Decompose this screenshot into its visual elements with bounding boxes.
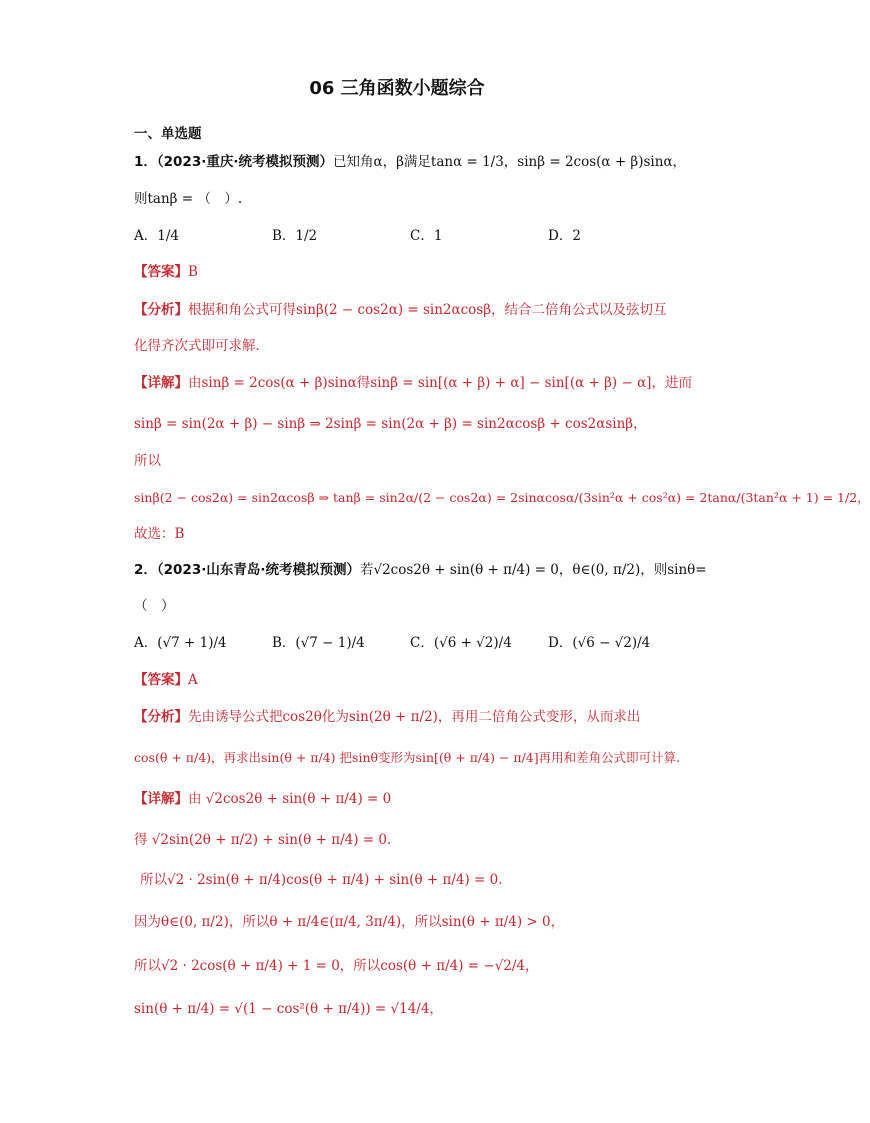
q2-detail-line4: 因为θ∈(0, π/2)，所以θ + π/4∈(π/4, 3π/4)，所以sin(θ + π/4) > 0， (134, 914, 565, 930)
q2-detail-line5: 所以√2 · 2cos(θ + π/4) + 1 = 0，所以cos(θ + π/4) = −√2/4， (134, 958, 539, 974)
q2-analysis (134, 711, 640, 725)
q1-answer-value: B (188, 264, 198, 280)
q2-analysis-text: 先由诱导公式把cos2θ化为sin(2θ + π/2)，再用二倍角公式变形，从而求出 (188, 709, 641, 725)
q1-detail (134, 377, 692, 391)
q2-detail-line6: sin(θ + π/4) = √(1 − cos²(θ + π/4)) = √14/4， (134, 1001, 443, 1017)
q1-stem (134, 156, 686, 170)
q1-conclusion: 故选：B (134, 526, 185, 542)
q2-stem-line2: （ ） (134, 598, 175, 614)
q1-analysis-label: 【分析】 (134, 302, 188, 318)
q2-option-a: A．(√7 + 1)/4 (134, 635, 227, 651)
q1-detail-line2: sinβ = sin(2α + β) − sinβ ⇒ 2sinβ = sin(2α + β) = sin2αcosβ + cos2αsinβ， (134, 416, 647, 432)
q2-analysis-label: 【分析】 (134, 709, 188, 725)
q1-option-a: A．1/4 (134, 228, 179, 244)
q2-detail (134, 793, 391, 807)
q1-stem-text: 已知角α，β满足tanα = 1/3，sinβ = 2cos(α + β)sinα， (332, 154, 687, 170)
q1-source: 1．（2023·重庆·统考模拟预测） (134, 154, 333, 170)
q1-detail-text: 由sinβ = 2cos(α + β)sinα得sinβ = sin[(α + β) + α] − sin[(α + β) − α]，进而 (188, 375, 692, 391)
q1-detail-line4: sinβ(2 − cos2α) = sin2αcosβ ⇒ tanβ = sin2α/(2 − cos2α) = 2sinαcosα/(3sin²α + cos²α) = 2tanα/(3tan²α + 1) = 1/2， (134, 490, 870, 505)
q2-source: 2．（2023·山东青岛·统考模拟预测） (134, 562, 360, 578)
q2-detail-text: 由 √2cos2θ + sin(θ + π/4) = 0 (188, 791, 392, 807)
q2-detail-line2: 得 √2sin(2θ + π/2) + sin(θ + π/4) = 0. (134, 832, 392, 848)
q1-analysis-line2: 化得齐次式即可求解. (134, 338, 260, 354)
q2-detail-label: 【详解】 (134, 791, 188, 807)
q1-option-b: B．1/2 (272, 228, 318, 244)
q2-analysis-line2: cos(θ + π/4)，再求出sin(θ + π/4) 把sinθ变形为sin[(θ + π/4) − π/4]再用和差角公式即可计算. (134, 750, 681, 765)
q1-analysis-text: 根据和角公式可得sinβ(2 − cos2α) = sin2αcosβ，结合二倍角公式以及弦切互 (188, 302, 667, 318)
q2-stem (134, 564, 707, 578)
q2-detail-line3: 所以√2 · 2sin(θ + π/4)cos(θ + π/4) + sin(θ + π/4) = 0. (140, 872, 503, 888)
q2-answer-label: 【答案】 (134, 672, 188, 688)
q2-option-b: B．(√7 − 1)/4 (272, 635, 365, 651)
q2-option-c: C．(√6 + √2)/4 (410, 635, 512, 651)
q1-answer-label: 【答案】 (134, 264, 188, 280)
q2-stem-text: 若√2cos2θ + sin(θ + π/4) = 0，θ∈(0, π/2)，则sinθ= (359, 562, 707, 578)
q2-option-d: D．(√6 − √2)/4 (548, 635, 651, 651)
q2-answer-value: A (188, 672, 198, 688)
q2-answer (134, 674, 198, 688)
q1-stem-line2: 则tanβ = （ ）. (134, 191, 243, 207)
page-title: 06 三角函数小题综合 (309, 78, 485, 99)
q1-option-d: D．2 (548, 228, 581, 244)
q1-answer (134, 266, 198, 280)
q1-option-c: C．1 (410, 228, 443, 244)
section-heading: 一、单选题 (134, 126, 202, 142)
q1-detail-label: 【详解】 (134, 375, 188, 391)
q1-detail-line3: 所以 (134, 453, 161, 469)
q1-analysis (134, 304, 667, 318)
